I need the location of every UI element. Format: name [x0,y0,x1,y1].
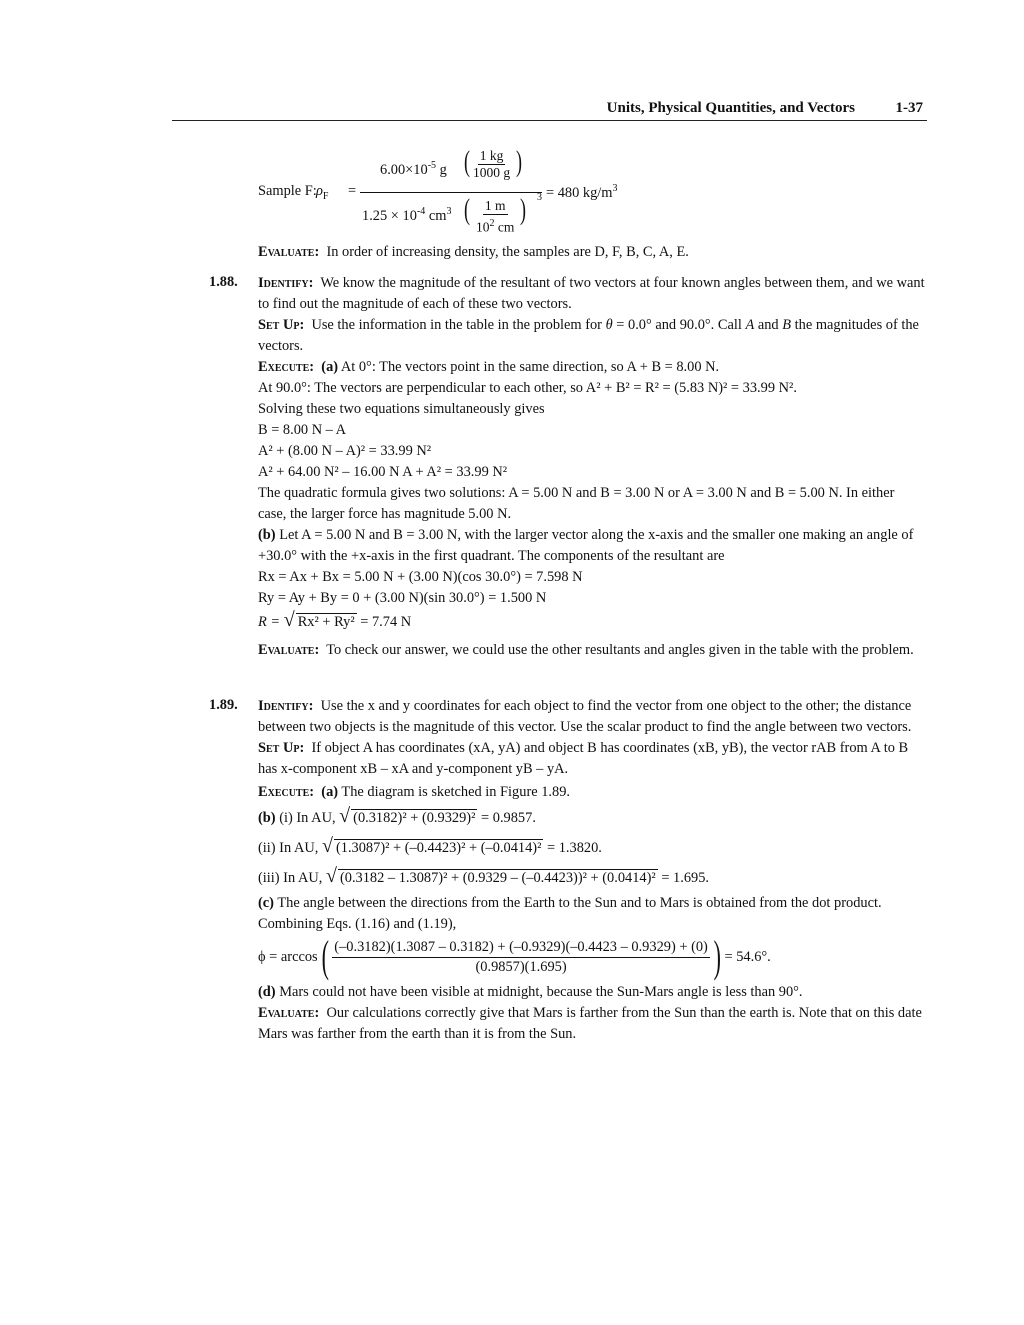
density-result: = 480 $kg/m^3$ [546,183,618,201]
numerator-coefficient: $6.00\times 10^{-5}$ g [380,160,447,178]
paren-left: ( [464,145,470,178]
kg-conversion-fraction: $\frac{1 kg}{1000 g}$ [473,148,511,180]
ry-equation: Ry = Ay + By = 0 + (3.00 N)(sin 30.0°) = 1.500 N [258,590,547,606]
execute-part-a: Execute: (a) At 0°: The vectors point in the same direction, so A + B = 8.00 N. [258,359,720,375]
paren-right: ) [516,145,522,178]
identify-paragraph: Identify: We know the magnitude of the resultant of two vectors at four known angles between them, and we want to find out the magnitude of each of these two vectors. [258,275,925,312]
problem-1-88 [258,273,926,661]
execute-part-a: Execute: (a) The diagram is sketched in Figure 1.89. [258,784,571,800]
equation-line: A² + 64.00 N² – 16.00 N A + A² = 33.99 N² [258,464,508,480]
evaluate-paragraph: Evaluate: Our calculations correctly give that Mars is farther from the Sun than the earth is. Note that on this date Mars was farther from the earth than it is from the Sun. [258,1005,922,1042]
paren-left: ( [464,193,470,226]
part-c-paragraph: (c) The angle between the directions from the Earth to the Sun and to Mars is obtained from the dot product. Combining Eqs. (1.16) and (1.19), [258,895,882,932]
evaluate-label: Evaluate: [258,244,320,260]
header-title: Units, Physical Quantities, and Vectors [606,100,855,116]
m-conversion-fraction: $\frac{1 m}{10^2 cm}$ [476,198,515,235]
problem-1-89 [258,696,926,1045]
rho-symbol: $\rho_F$ [316,183,329,202]
distance-earth-sun: (b) (i) In AU, √ (0.3182)² + (0.9329)² = 0.9857. [258,805,536,827]
distance-sun-mars: (ii) In AU, √ (1.3087)² + (–0.4423)² + (–0.0414)² = 1.3820. [258,835,602,857]
problem-number: 1.89. [209,697,238,713]
main-fraction-bar [360,192,542,193]
identify-paragraph: Identify: Use the x and y coordinates for each object to find the vector from one object to the other; the distance between two objects is the magnitude of this vector. Use the scalar product to find the angle between two vectors. [258,698,912,735]
perpendicular-line: At 90.0°: The vectors are perpendicular to each other, so A² + B² = R² = (5.83 N)² = 33.99 N². [258,380,797,396]
paren-right: ) [520,193,526,226]
rho-equals: = [348,183,357,199]
rx-equation: Rx = Ax + Bx = 5.00 N + (3.00 N)(cos 30.0°) = 7.598 N [258,569,583,585]
equation-line: A² + (8.00 N – A)² = 33.99 N² [258,443,432,459]
problem-number: 1.88. [209,274,238,290]
running-header [172,100,927,121]
setup-paragraph: Set Up: If object A has coordinates (xA, yA) and object B has coordinates (xB, yB), the vector rAB from A to B has x-component xB – xA and y-component yB – yA. [258,740,909,777]
denominator-coefficient: $1.25 \times 10^{-4}$ $cm^3$ [362,206,452,224]
cube-exponent: 3 [537,192,542,203]
setup-paragraph: Set Up: Use the information in the table in the problem for θ = 0.0° and 90.0°. Call A and B the magnitudes of the vectors. [258,317,919,354]
part-b-paragraph: (b) Let A = 5.00 N and B = 3.00 N, with the larger vector along the x-axis and the smaller one making an angle of +30.0° with the +x-axis in the first quadrant. The components of the resultant are [258,527,914,564]
quadratic-paragraph: The quadratic formula gives two solutions: A = 5.00 N and B = 3.00 N or A = 3.00 N and B = 5.00 N. In either case, the larger force has magnitude 5.00 N. [258,485,895,522]
page-number: 1-37 [895,100,923,116]
sample-f-label: Sample F: [258,183,317,199]
distance-earth-mars: (iii) In AU, √ (0.3182 – 1.3087)² + (0.9329 – (–0.4423))² + (0.0414)² = 1.695. [258,865,710,887]
angle-equation: ϕ = arccos ( (–0.3182)(1.3087 – 0.3182) + (–0.9329)(–0.4423 – 0.9329) + (0) (0.9857)(1.695) ) = 54.6°. [258,932,771,981]
solve-line: Solving these two equations simultaneously gives [258,401,545,417]
part-d-paragraph: (d) Mars could not have been visible at midnight, because the Sun-Mars angle is less than 90°. [258,984,803,1000]
evaluate-paragraph: Evaluate: In order of increasing density, the samples are D, F, B, C, A, E. [258,244,689,260]
sample-f-equation [258,146,678,242]
evaluate-paragraph: Evaluate: To check our answer, we could use the other resultants and angles given in the table with the problem. [258,642,914,658]
equation-line: B = 8.00 N – A [258,422,347,438]
resultant-magnitude: R = √ Rx² + Ry² = 7.74 N [258,609,412,631]
